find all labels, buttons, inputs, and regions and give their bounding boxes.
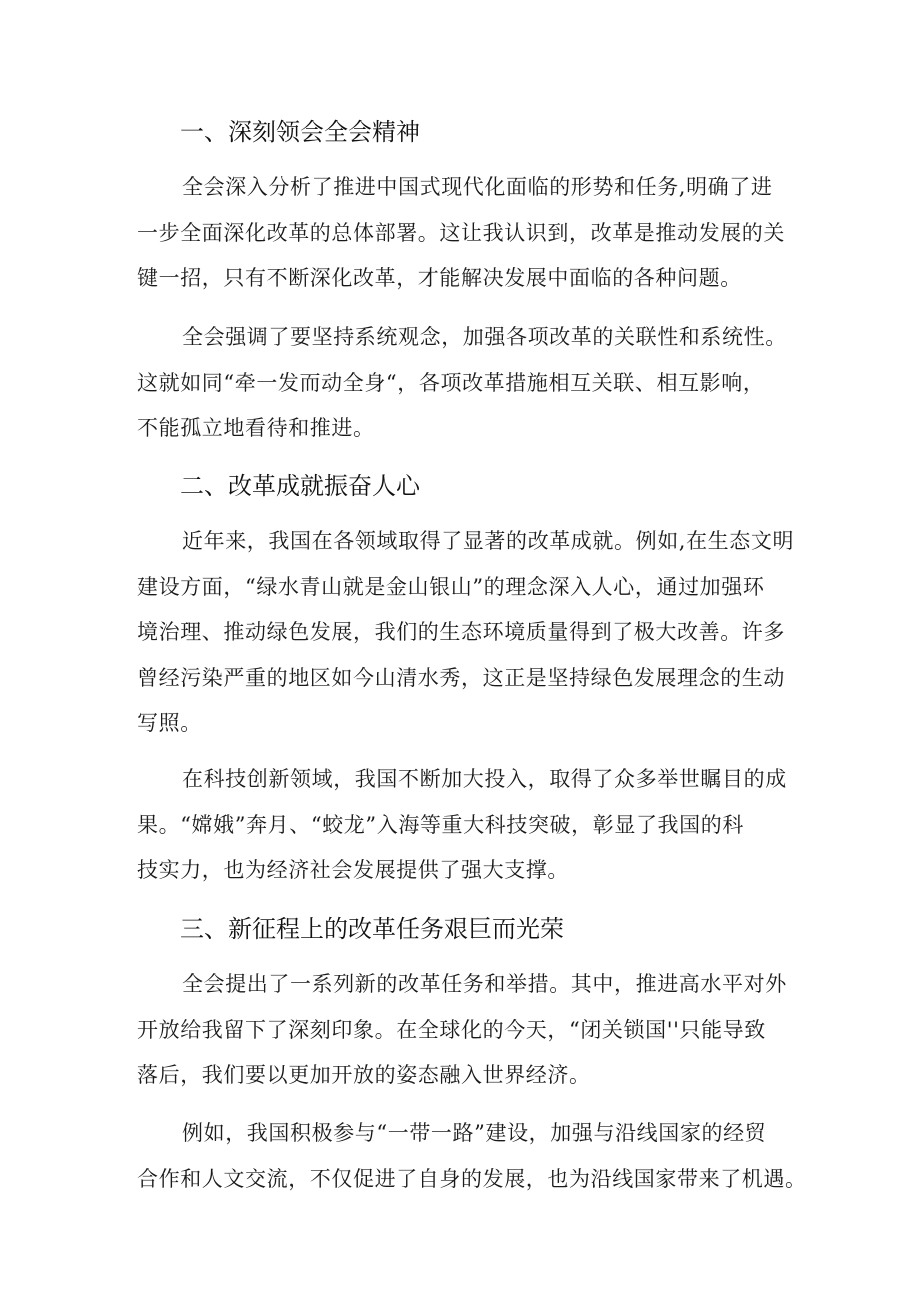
text-line: 境治理、推动绿色发展，我们的生态环境质量得到了极大改善。许多 — [137, 620, 785, 644]
text-line: 例如，我国积极参与“一带一路”建设，加强与沿线国家的经贸 — [182, 1121, 767, 1145]
paragraph — [137, 315, 797, 452]
text-line: 建设方面，“绿水青山就是金山银山”的理念深入人心，通过加强环 — [137, 574, 765, 599]
text-line: 果。“嫦娥”奔月、“蛟龙”入海等重大科技突破，彰显了我国的科 — [137, 812, 744, 837]
text-line: 技实力，也为经济社会发展提供了强大支撑。 — [137, 858, 569, 882]
section-heading: 二、改革成就振奋人心 — [180, 472, 420, 500]
text-line: 曾经污染严重的地区如今山清水秀，这正是坚持绿色发展理念的生动 — [137, 665, 785, 690]
text-line: 一步全面深化改革的总体部署。这让我认识到，改革是推动发展的关 — [137, 220, 785, 245]
text-line: 近年来，我国在各领域取得了显著的改革成就。例如,在生态文明 — [182, 529, 795, 553]
text-line: 全会深入分析了推进中国式现代化面临的形势和任务,明确了进 — [182, 175, 773, 199]
text-line: 键一招，只有不断深化改革，才能解决发展中面临的各种问题。 — [137, 266, 742, 290]
text-line: 写照。 — [137, 711, 202, 735]
paragraph — [137, 1111, 807, 1202]
text-line: 合作和人文交流，不仅促进了自身的发展，也为沿线国家带来了机遇。 — [137, 1166, 807, 1191]
section-heading: 一、深刻领会全会精神 — [180, 118, 420, 146]
text-line: 在科技创新领域，我国不断加大投入，取得了众多举世瞩目的成 — [182, 767, 787, 791]
text-line: 落后，我们要以更加开放的姿态融入世界经济。 — [137, 1063, 591, 1087]
text-line: 开放给我留下了深刻印象。在全球化的今天，“闭关锁国''只能导致 — [137, 1017, 766, 1042]
text-line: 不能孤立地看待和推进。 — [137, 416, 375, 440]
paragraph — [137, 757, 797, 894]
paragraph — [137, 519, 797, 747]
text-line: 全会强调了要坚持系统观念，加强各项改革的关联性和系统性。 — [182, 325, 787, 349]
section-heading: 三、新征程上的改革任务艰巨而光荣 — [180, 915, 564, 943]
text-line: 这就如同“牵一发而动全身“，各项改革措施相互关联、相互影响， — [137, 370, 765, 395]
paragraph — [137, 165, 797, 302]
paragraph — [137, 962, 797, 1099]
text-line: 全会提出了一系列新的改革任务和举措。其中，推进高水平对外 — [182, 972, 787, 996]
